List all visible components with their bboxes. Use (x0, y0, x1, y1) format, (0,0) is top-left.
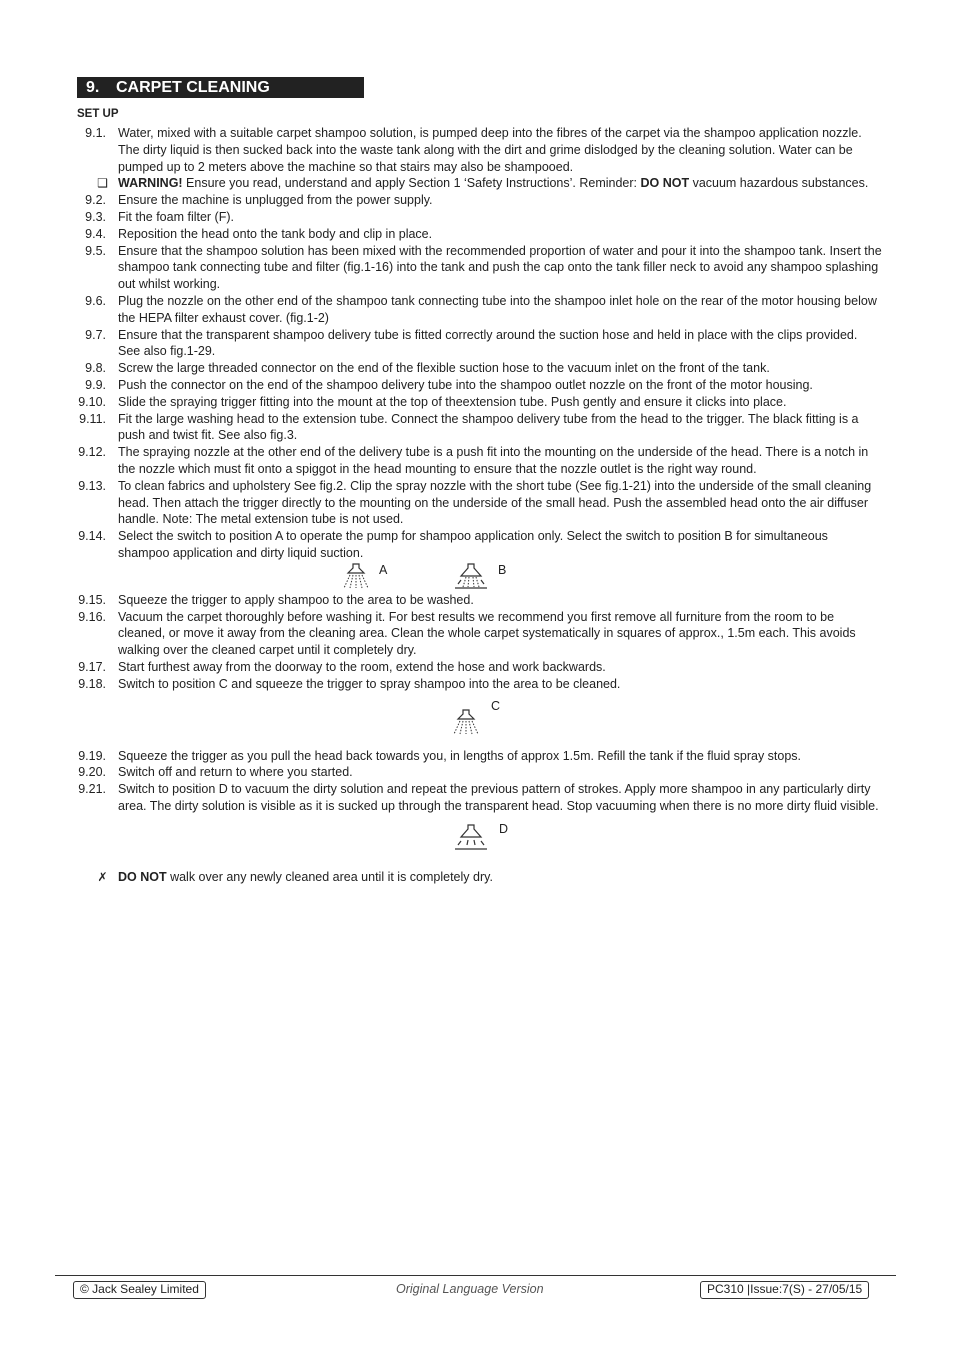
item-text: Switch to position C and squeeze the trigger to spray shampoo into the area to be cleaned. (118, 676, 621, 691)
list-item (77, 411, 882, 445)
item-text: Vacuum the carpet thoroughly before washing it. For best results we recommend you first remove all furniture from the room to be cleaned, or move it away from the cleaning area. Clean the whole carpet systematically in squares of approx., 1.5m each. This avoids walking over the cleaned carpet until it completely dry. (118, 609, 856, 658)
item-text: Start furthest away from the doorway to the room, extend the hose and work backwards. (118, 659, 606, 674)
item-number: 9.8. (85, 361, 106, 376)
list-item (77, 609, 882, 659)
switch-icons-ab (77, 562, 882, 592)
item-number: 9.4. (85, 226, 106, 241)
item-number: 9.2. (85, 193, 106, 208)
item-number: 9.15. (78, 592, 106, 607)
spray-only-icon (340, 562, 372, 590)
list-item (77, 659, 882, 676)
item-text: Squeeze the trigger as you pull the head back towards you, in lengths of approx 1.5m. Refill the tank if the fluid spray stops. (118, 748, 802, 763)
list-item (77, 592, 882, 609)
footer-divider (55, 1275, 896, 1276)
document-reference: PC310 |Issue:7(S) - 27/05/15 (700, 1281, 869, 1299)
item-number: 9.13. (78, 478, 106, 493)
list-item (77, 125, 882, 175)
item-text: Reposition the head onto the tank body and clip in place. (118, 226, 433, 241)
list-item (77, 528, 882, 562)
item-text: Screw the large threaded connector on the end of the flexible suction hose to the vacuum inlet on the front of the tank. (118, 361, 770, 376)
instruction-list (77, 125, 882, 885)
spray-only-icon (450, 708, 482, 736)
item-number: 9.16. (78, 609, 106, 624)
item-number: 9.7. (85, 327, 106, 342)
item-text: Switch off and return to where you started. (118, 765, 353, 780)
list-item (77, 394, 882, 411)
list-item (77, 748, 882, 765)
item-text: Squeeze the trigger to apply shampoo to the area to be washed. (118, 592, 474, 607)
item-text: Fit the large washing head to the extension tube. Connect the shampoo delivery tube from the head to the trigger. The black fitting is a push and twist fit. See also fig.3. (118, 411, 859, 443)
switch-icons-c (77, 698, 882, 748)
switch-icons-d (77, 821, 882, 869)
item-number: 9.11. (79, 411, 106, 426)
list-item (77, 360, 882, 377)
list-item (77, 676, 882, 693)
language-note: Original Language Version (396, 1282, 544, 1296)
spray-suction-icon (455, 562, 487, 590)
list-item (77, 478, 882, 528)
subheading: SET UP (77, 108, 119, 120)
list-item (77, 192, 882, 209)
section-heading (77, 77, 364, 98)
copyright-box: © Jack Sealey Limited (73, 1281, 206, 1299)
list-item (77, 209, 882, 226)
item-number: 9.14. (78, 529, 106, 544)
list-item (77, 764, 882, 781)
item-number: 9.12. (78, 445, 106, 460)
list-item (77, 327, 882, 361)
list-item (77, 243, 882, 293)
item-text: Fit the foam filter (F). (118, 209, 234, 224)
item-text: DO NOT walk over any newly cleaned area until it is completely dry. (118, 869, 493, 884)
switch-label-b: B (498, 562, 507, 577)
list-item (77, 293, 882, 327)
switch-label-c: C (491, 698, 501, 713)
suction-only-icon (455, 823, 487, 851)
checkbox-bullet-icon: ❑ (97, 176, 108, 191)
item-text: WARNING! Ensure you read, understand and apply Section 1 ‘Safety Instructions’. Reminder: DO NOT vacuum hazardous substances. (118, 176, 869, 191)
item-number: 9.9. (85, 377, 106, 392)
item-number: 9.6. (85, 293, 106, 308)
section-title: CARPET CLEANING (116, 79, 270, 96)
item-text: Push the connector on the end of the shampoo delivery tube into the shampoo outlet nozzle on the front of the motor housing. (118, 377, 813, 392)
list-item (77, 781, 882, 815)
list-item (77, 444, 882, 478)
item-text: Select the switch to position A to operate the pump for shampoo application only. Select the switch to position B for simultaneous shampoo application and dirty liquid suction. (118, 529, 828, 560)
item-text: The spraying nozzle at the other end of the delivery tube is a push fit into the mounting on the underside of the head. There is a notch in the nozzle which must fit onto a spiggot in the head mounting to ensure that the nozzle outlet is the right way round. (118, 445, 869, 476)
item-text: Ensure the machine is unplugged from the power supply. (118, 193, 433, 208)
switch-label-d: D (499, 821, 509, 836)
list-item (77, 226, 882, 243)
item-text: To clean fabrics and upholstery See fig.2. Clip the spray nozzle with the short tube (See fig.1-21) into the underside of the small cleaning head. Then attach the trigger directly to the mounting on the underside of the small head. Push the assembled head onto the air diffuser handle. Note: The metal extension tube is not used. (118, 478, 872, 527)
item-number: 9.1. (85, 126, 106, 140)
list-item (77, 377, 882, 394)
item-text: Plug the nozzle on the other end of the shampoo tank connecting tube into the shampoo inlet hole on the rear of the motor housing below the HEPA filter exhaust cover. (fig.1-2) (118, 293, 877, 325)
item-number: 9.5. (85, 243, 106, 258)
section-number: 9. (86, 79, 100, 96)
caution-item (77, 869, 882, 886)
cross-icon: ✗ (97, 869, 108, 884)
item-text: Switch to position D to vacuum the dirty solution and repeat the previous pattern of strokes. Apply more shampoo in any particularly dirty area. The dirty solution is visible as it is sucked up through the transparent head. Stop vacuuming when there is no more dirty fluid visible. (118, 782, 879, 813)
item-number: 9.20. (78, 765, 106, 780)
item-text: Slide the spraying trigger fitting into the mount at the top of theextension tube. Push gently and ensure it clicks into place. (118, 394, 787, 409)
item-number: 9.3. (85, 209, 106, 224)
item-number: 9.17. (78, 659, 106, 674)
item-number: 9.21. (78, 782, 106, 797)
item-text: Ensure that the transparent shampoo delivery tube is fitted correctly around the suction hose and held in place with the clips provided. See also fig.1-29. (118, 327, 858, 359)
item-number: 9.10. (78, 394, 106, 409)
item-number: 9.18. (78, 676, 106, 691)
item-text: Ensure that the shampoo solution has been mixed with the recommended proportion of water and pour it into the shampoo tank. Insert the shampoo tank connecting tube and filter (fig.1-16) into the tank and push the cap onto the tank filler neck to avoid any shampoo splashing out whilst working. (118, 243, 882, 292)
item-number: 9.19. (78, 748, 106, 763)
item-text: Water, mixed with a suitable carpet shampoo solution, is pumped deep into the fibres of the carpet via the shampoo application nozzle. The dirty liquid is then sucked back into the waste tank along with the dirt and grime dislodged by the cleaning solution. Water can be pumped up to 2 meters above the machine so that stairs may also be shampooed. (118, 126, 862, 174)
warning-item (77, 175, 882, 192)
switch-label-a: A (379, 562, 388, 577)
